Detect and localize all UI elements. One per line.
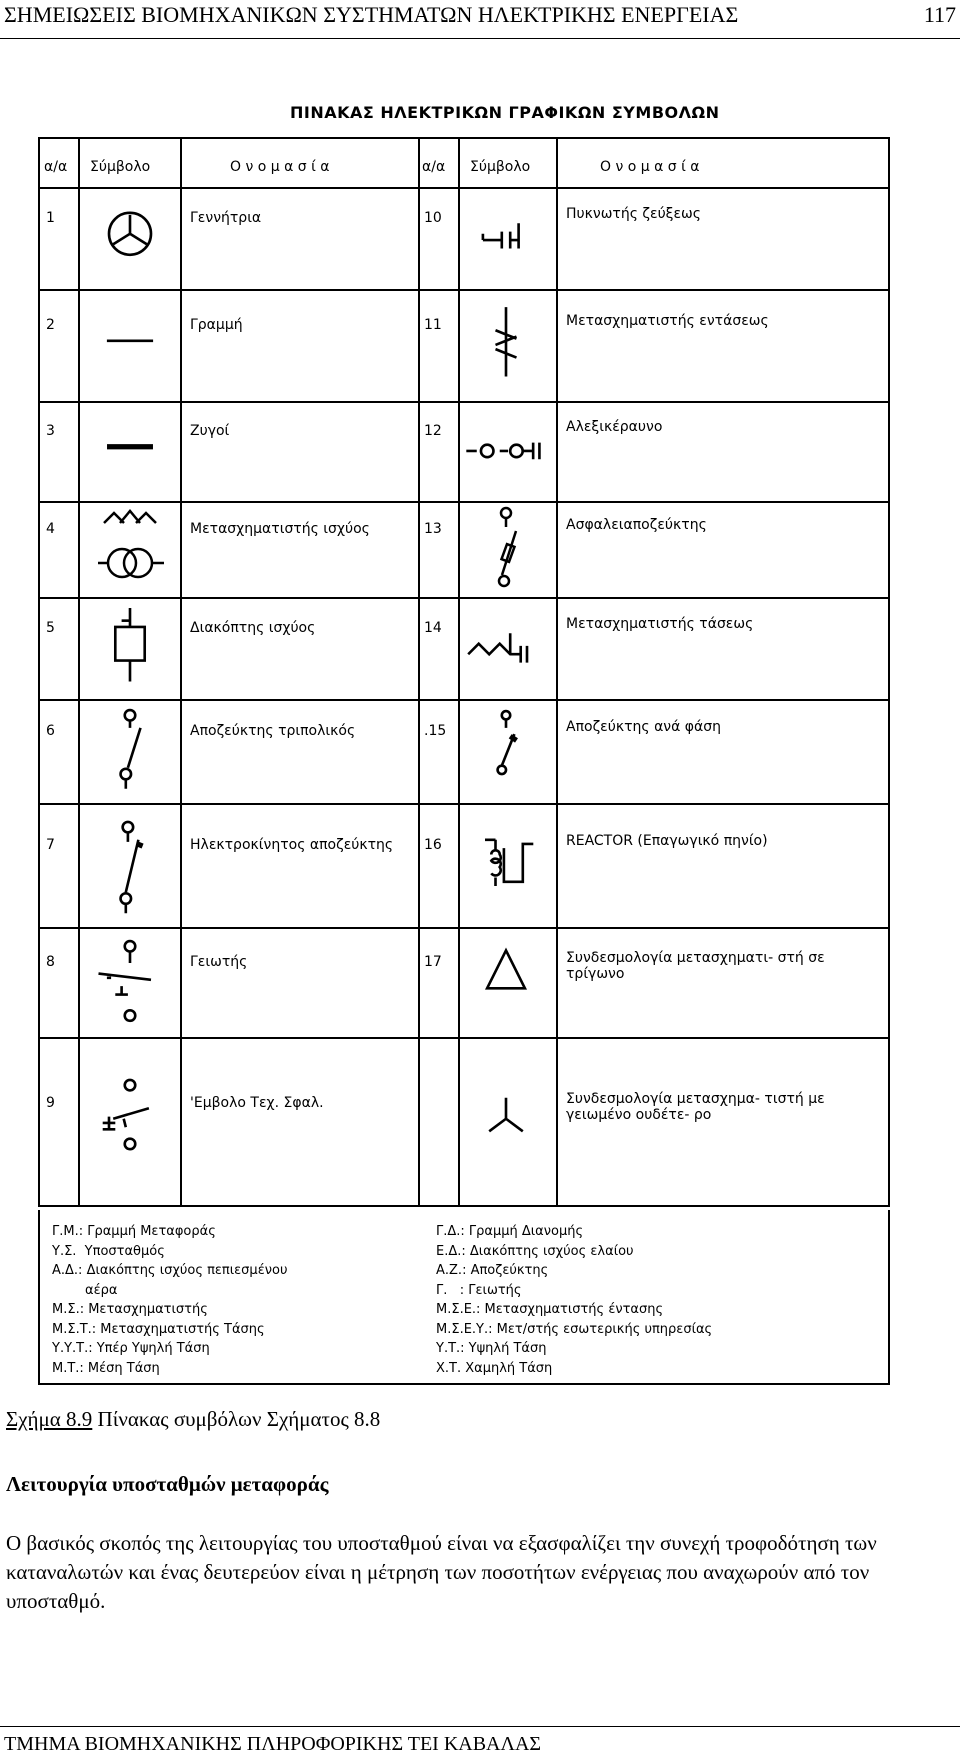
row-number: 13 bbox=[424, 521, 442, 537]
legend-entry: Ε.Δ.: Διακόπτης ισχύος ελαίου bbox=[436, 1243, 634, 1259]
body-paragraph: Ο βασικός σκοπός της λειτουργίας του υποσταθμού είναι να εξασφαλίζει την συνεχή τροφοδότηση των καταναλωτών και ένας δευτερεύον είναι η μέτρηση των ποσοτήτων ενέργειας που αναχωρούν από τον υποσταθμό. bbox=[6, 1531, 877, 1613]
symbol-name: REACTOR (Επαγωγικό πηνίο) bbox=[566, 833, 768, 849]
legend-entry: Α.Ζ.: Αποζεύκτης bbox=[436, 1263, 549, 1278]
three-pole-disconnector-icon bbox=[88, 703, 172, 805]
caption-label: Σχήμα 8.9 bbox=[6, 1407, 93, 1431]
header-name-right: Ο ν ο μ α σ ί α bbox=[600, 159, 700, 175]
legend-entry: Γ.Δ.: Γραμμή Διανομής bbox=[436, 1224, 584, 1239]
row-number: 8 bbox=[46, 954, 55, 970]
header-symbol-left: Σύμβολο bbox=[90, 159, 151, 175]
row-number: 7 bbox=[46, 837, 55, 853]
symbol-name: Ηλεκτροκίνητος αποζεύκτης bbox=[190, 837, 394, 853]
symbol-name: Αλεξικέραυνο bbox=[566, 419, 663, 435]
table-divider bbox=[180, 139, 182, 1205]
legend-entry: Γ.Μ.: Γραμμή Μεταφοράς bbox=[52, 1224, 216, 1239]
row-number: 16 bbox=[424, 837, 442, 853]
legend-entry: Μ.Σ.Ε.Υ.: Μετ/στής εσωτερικής υπηρεσίας bbox=[436, 1321, 713, 1337]
symbol-name: Πυκνωτής ζεύξεως bbox=[566, 206, 701, 222]
legend-entry: Α.Δ.: Διακόπτης ισχύος πεπιεσμένου bbox=[52, 1263, 288, 1278]
row-number: 2 bbox=[46, 317, 55, 333]
generator-icon bbox=[88, 191, 172, 291]
legend-entry: Γ. : Γειωτής bbox=[436, 1282, 522, 1298]
footer-rule bbox=[0, 1726, 960, 1727]
symbol-name: Μετασχηματιστής εντάσεως bbox=[566, 313, 769, 329]
circuit-breaker-icon bbox=[88, 601, 172, 701]
symbol-name: Μετασχηματιστής ισχύος bbox=[190, 521, 370, 537]
star-grounded-icon bbox=[464, 1041, 548, 1211]
header-num-left: α/α bbox=[44, 159, 68, 175]
table-row-divider bbox=[40, 187, 888, 189]
table-divider bbox=[78, 139, 80, 1205]
legend-entry: Χ.Τ. Χαμηλή Τάση bbox=[436, 1360, 553, 1376]
table-divider bbox=[556, 139, 558, 1205]
symbol-name: Γεννήτρια bbox=[190, 210, 262, 226]
power-transformer-icon bbox=[88, 505, 172, 599]
symbol-name: Διακόπτης ισχύος bbox=[190, 620, 316, 636]
legend-entry: Μ.Σ.Ε.: Μετασχηματιστής έντασης bbox=[436, 1302, 664, 1317]
voltage-transformer-icon bbox=[464, 601, 548, 701]
symbol-name: Συνδεσμολογία μετασχηματι- στή σε τρίγωνο bbox=[566, 950, 825, 982]
legend-entry: Υ.Σ. Υποσταθμός bbox=[52, 1243, 165, 1259]
symbol-name: Ασφαλειαποζεύκτης bbox=[566, 517, 707, 533]
symbol-name: Γειωτής bbox=[190, 954, 248, 970]
lightning-arrester-icon bbox=[464, 405, 548, 503]
header-title: ΣΗΜΕΙΩΣΕΙΣ ΒΙΟΜΗΧΑΝΙΚΩΝ ΣΥΣΤΗΜΑΤΩΝ ΗΛΕΚΤΡΙΚΗΣ ΕΝΕΡΓΕΙΑΣ bbox=[4, 2, 739, 27]
row-number: 11 bbox=[424, 317, 442, 333]
row-number: 6 bbox=[46, 723, 55, 739]
legend-entry: Υ.Τ.: Υψηλή Τάση bbox=[436, 1341, 547, 1356]
row-number: 9 bbox=[46, 1095, 55, 1111]
legend-right-column bbox=[436, 1222, 712, 1378]
busbar-icon bbox=[88, 405, 172, 503]
symbol-name: 'Εμβολο Τεχ. Σφαλ. bbox=[190, 1095, 324, 1111]
legend-box bbox=[38, 1210, 890, 1385]
symbol-name: Αποζεύκτης ανά φάση bbox=[566, 719, 722, 735]
symbols-table bbox=[38, 137, 890, 1207]
caption-text: Πίνακας συμβόλων Σχήματος 8.8 bbox=[92, 1407, 381, 1431]
row-number: 10 bbox=[424, 210, 442, 226]
section-title: Λειτουργία υποσταθμών μεταφοράς bbox=[6, 1472, 329, 1496]
row-number: 3 bbox=[46, 423, 55, 439]
coupling-capacitor-icon bbox=[464, 191, 548, 291]
motor-disconnector-icon bbox=[88, 807, 172, 929]
symbol-name: Συνδεσμολογία μετασχημα- τιστή με γειωμένο ουδέτε- ρο bbox=[566, 1091, 825, 1123]
row-number: 12 bbox=[424, 423, 442, 439]
header-symbol-right: Σύμβολο bbox=[470, 159, 531, 175]
fuse-disconnector-icon bbox=[464, 505, 548, 599]
page-footer: ΤΜΗΜΑ ΒΙΟΜΗΧΑΝΙΚΗΣ ΠΛΗΡΟΦΟΡΙΚΗΣ ΤΕΙ ΚΑΒΑΛΑΣ bbox=[4, 1733, 542, 1755]
single-phase-disconnector-icon bbox=[464, 703, 548, 805]
row-number: 5 bbox=[46, 620, 55, 636]
current-transformer-icon bbox=[464, 293, 548, 403]
row-number: 1 bbox=[46, 210, 55, 226]
legend-entry: Υ.Υ.Τ.: Υπέρ Υψηλή Τάση bbox=[52, 1341, 210, 1356]
symbol-name: Αποζεύκτης τριπολικός bbox=[190, 723, 356, 739]
reactor-icon bbox=[464, 807, 548, 929]
symbol-name: Μετασχηματιστής τάσεως bbox=[566, 616, 754, 632]
header-num-right: α/α bbox=[422, 159, 446, 175]
legend-entry: αέρα bbox=[52, 1282, 118, 1298]
table-divider bbox=[458, 139, 460, 1205]
line-icon bbox=[88, 293, 172, 403]
row-number: 14 bbox=[424, 620, 442, 636]
table-divider bbox=[418, 139, 420, 1205]
header-name-left: Ο ν ο μ α σ ί α bbox=[230, 159, 330, 175]
row-number: .15 bbox=[424, 723, 447, 739]
symbol-name: Γραμμή bbox=[190, 317, 243, 333]
header-rule bbox=[0, 38, 960, 39]
delta-icon bbox=[464, 931, 548, 1039]
page-number: 117 bbox=[923, 2, 956, 27]
figure-caption bbox=[6, 1407, 380, 1432]
row-number: 17 bbox=[424, 954, 442, 970]
legend-entry: Μ.Τ.: Μέση Τάση bbox=[52, 1360, 160, 1376]
legend-entry: Μ.Σ.: Μετασχηματιστής bbox=[52, 1302, 208, 1317]
fault-plunger-icon bbox=[88, 1041, 172, 1211]
figure-title: ΠΙΝΑΚΑΣ ΗΛΕΚΤΡΙΚΩΝ ΓΡΑΦΙΚΩΝ ΣΥΜΒΟΛΩΝ bbox=[290, 103, 720, 122]
page-header bbox=[0, 0, 960, 42]
legend-entry: Μ.Σ.Τ.: Μετασχηματιστής Τάσης bbox=[52, 1321, 265, 1337]
row-number: 4 bbox=[46, 521, 55, 537]
symbols-figure bbox=[30, 95, 900, 1385]
legend-left-column bbox=[52, 1222, 287, 1378]
symbol-name: Ζυγοί bbox=[190, 423, 230, 439]
earthing-switch-icon bbox=[88, 931, 172, 1039]
